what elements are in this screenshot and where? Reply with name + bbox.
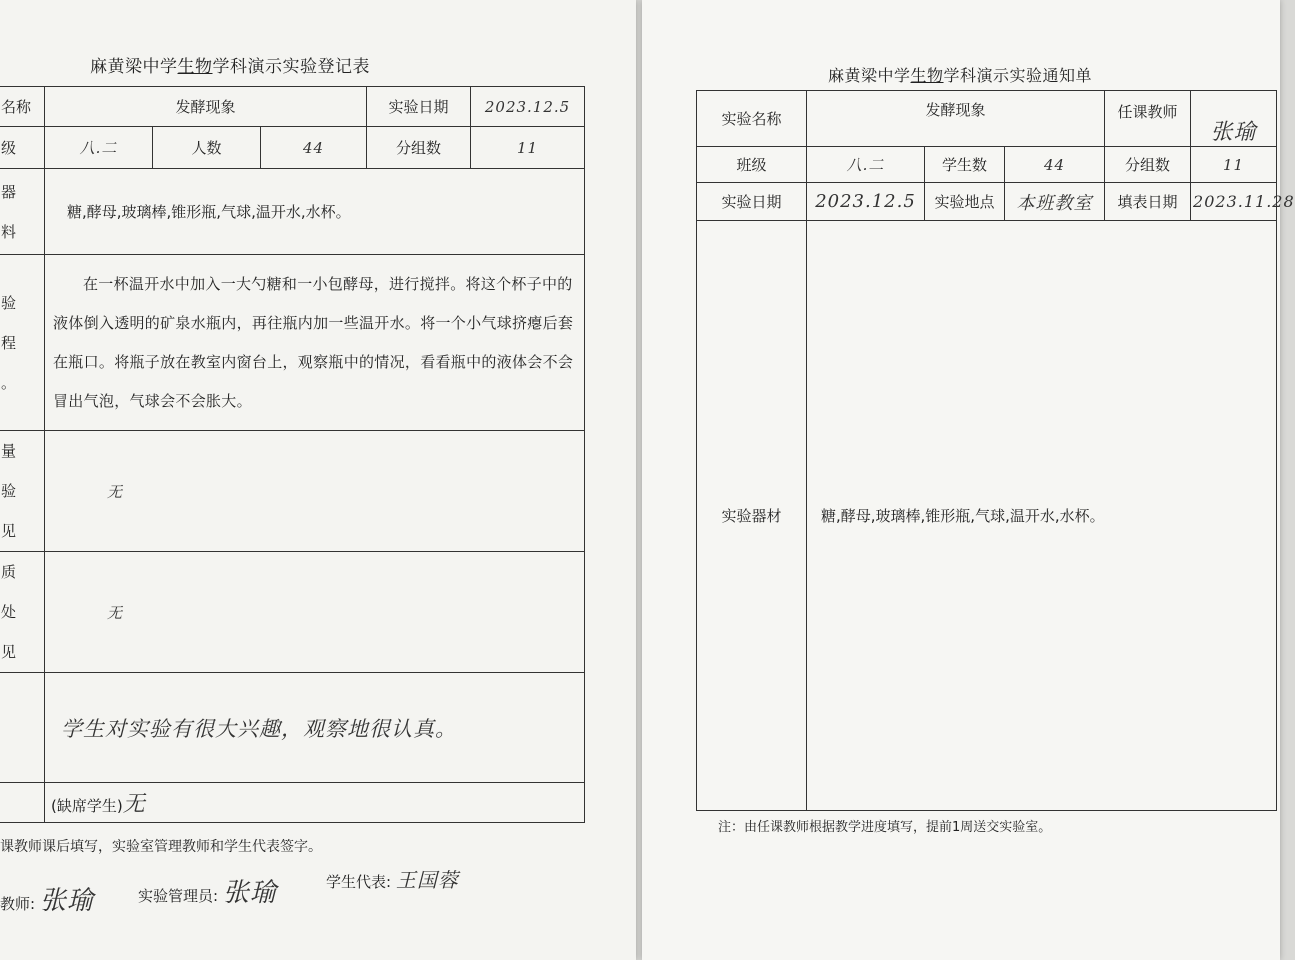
form-type: 学科演示实验登记表 — [212, 57, 370, 77]
experiment-name: 发酵现象 — [45, 87, 367, 127]
label-absent-empty — [0, 783, 45, 823]
label-date: 实验日期 — [697, 183, 807, 221]
label-student: 学生代表: — [326, 873, 392, 891]
label-suggestion-1 — [0, 431, 45, 552]
left-footer-note: 课教师课后填写，实验室管理教师和学生代表签字。 — [0, 839, 322, 855]
label-procedure-1: 验 — [1, 293, 17, 312]
label-suggestion-2 — [0, 552, 45, 673]
experiment-name: 发酵现象 — [807, 91, 1105, 147]
row-absent — [0, 783, 585, 823]
label-groups: 分组数 — [367, 127, 471, 169]
label-teacher: 任课教师 — [1105, 91, 1191, 147]
label-s1-1: 量 — [1, 442, 17, 460]
label-evaluation — [0, 673, 45, 783]
subject-name: 生物 — [910, 66, 944, 85]
materials-value: 糖,酵母,玻璃棒,锥形瓶,气球,温开水,水杯。 — [807, 221, 1277, 811]
label-groups: 分组数 — [1105, 147, 1191, 183]
label-class: 班级 — [697, 147, 807, 183]
row-class — [0, 127, 585, 169]
materials-value: 糖,酵母,玻璃棒,锥形瓶,气球,温开水,水杯。 — [45, 169, 585, 255]
label-materials-2: 料 — [1, 222, 17, 241]
label-teacher: 教师: — [0, 895, 36, 913]
right-form-table — [696, 90, 1295, 811]
signature-manager — [138, 872, 277, 909]
label-procedure-3: 。 — [1, 373, 17, 392]
label-materials-1: 器 — [1, 182, 17, 201]
label-s2-3: 见 — [1, 643, 17, 661]
form-type: 学科演示实验通知单 — [943, 66, 1093, 85]
label-date: 实验日期 — [367, 87, 471, 127]
right-sheet-notification-form — [642, 0, 1295, 960]
label-procedure — [0, 255, 45, 431]
students-value: 44 — [1005, 147, 1105, 183]
label-s2-1: 质 — [1, 563, 17, 581]
right-form-title — [828, 63, 1092, 86]
suggestion-2-value: 无 — [45, 552, 585, 673]
left-form-title — [90, 52, 370, 77]
label-materials: 实验器材 — [697, 221, 807, 811]
row-class-students — [697, 147, 1277, 183]
label-procedure-2: 程 — [1, 333, 17, 352]
row-experiment-name — [0, 87, 585, 127]
experiment-date: 2023.12.5 — [471, 87, 585, 127]
groups-value: 11 — [1191, 147, 1277, 183]
manager-signature: 张瑜 — [222, 878, 277, 908]
absent-cell — [45, 783, 585, 823]
label-fill-date: 填表日期 — [1105, 183, 1191, 221]
row-name-teacher — [697, 91, 1277, 147]
count-value: 44 — [261, 127, 367, 169]
signature-teacher — [0, 880, 94, 917]
class-value: 八.二 — [45, 127, 153, 169]
left-sheet-registration-form — [0, 0, 636, 960]
label-materials — [0, 169, 45, 255]
row-materials — [697, 221, 1277, 811]
row-suggestion-2 — [0, 552, 585, 673]
evaluation-value: 学生对实验有很大兴趣，观察地很认真。 — [45, 673, 585, 783]
subject-name: 生物 — [177, 57, 213, 77]
suggestion-1-value: 无 — [45, 431, 585, 552]
signature-student — [326, 864, 459, 893]
place-value: 本班教室 — [1005, 183, 1105, 221]
student-signature: 王国蓉 — [395, 868, 459, 892]
label-s1-2: 验 — [1, 482, 17, 500]
label-experiment-name: 实验名称 — [697, 91, 807, 147]
label-name: 名称 — [0, 87, 45, 127]
row-date-place — [697, 183, 1277, 221]
label-count: 人数 — [153, 127, 261, 169]
label-manager: 实验管理员: — [138, 887, 219, 905]
row-materials — [0, 169, 585, 255]
row-evaluation — [0, 673, 585, 783]
label-place: 实验地点 — [925, 183, 1005, 221]
label-class: 级 — [0, 127, 45, 169]
school-name: 麻黄梁中学 — [90, 57, 178, 77]
right-footer-note: 注：由任课教师根据教学进度填写，提前1周送交实验室。 — [718, 820, 1052, 835]
class-value: 八.二 — [807, 147, 925, 183]
row-suggestion-1 — [0, 431, 585, 552]
absent-value: 无 — [122, 792, 146, 817]
groups-value: 11 — [471, 127, 585, 169]
row-procedure — [0, 255, 585, 431]
procedure-text: 在一杯温开水中加入一大勺糖和一小包酵母，进行搅拌。将这个杯子中的液体倒入透明的矿泉水瓶内，再往瓶内加一些温开水。将一个小气球挤瘪后套在瓶口。将瓶子放在教室内窗台上，观察瓶中的情况，看看瓶中的液体会不会冒出气泡，气球会不会胀大。 — [45, 255, 585, 431]
label-students: 学生数 — [925, 147, 1005, 183]
label-absent: (缺席学生) — [51, 797, 123, 815]
teacher-value: 张瑜 — [1191, 91, 1277, 147]
school-name: 麻黄梁中学 — [828, 66, 911, 85]
date-value: 2023.12.5 — [807, 183, 925, 221]
fill-date-value: 2023.11.28 — [1191, 183, 1277, 221]
label-s1-3: 见 — [1, 522, 17, 540]
label-s2-2: 处 — [1, 603, 17, 621]
left-form-table — [0, 86, 585, 823]
teacher-signature: 张瑜 — [39, 886, 94, 916]
